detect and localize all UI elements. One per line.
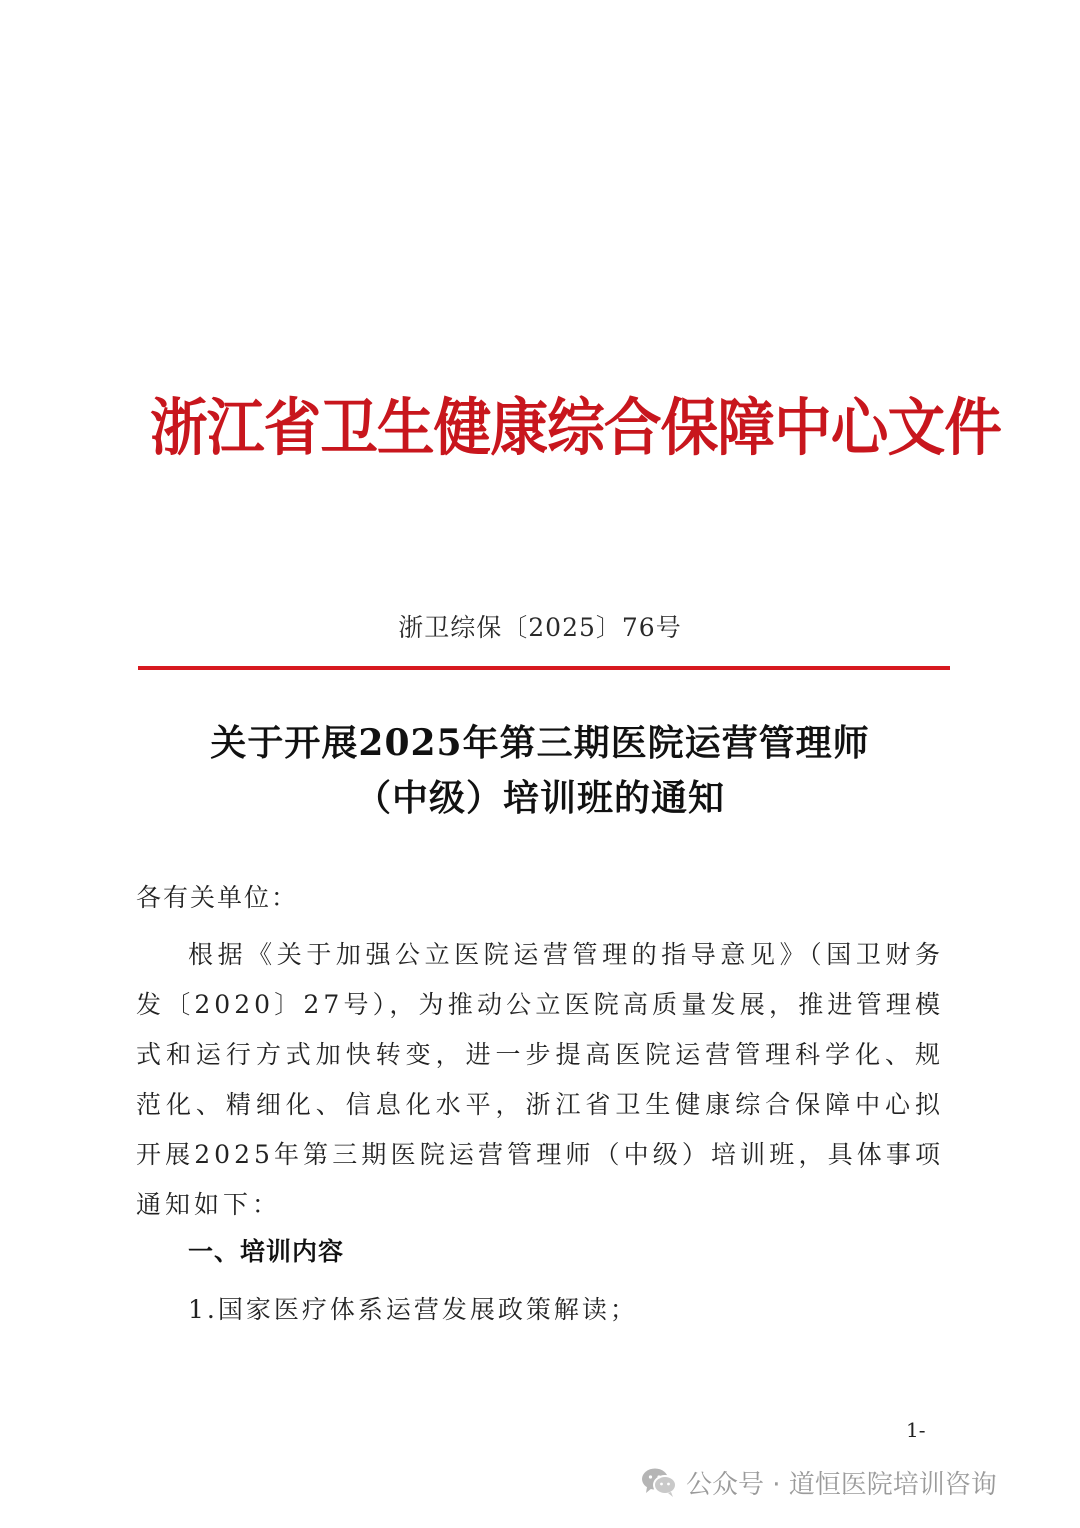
wechat-icon xyxy=(640,1466,678,1498)
notice-title-line-2: （中级）培训班的通知 xyxy=(354,777,725,819)
page-number: 1- xyxy=(906,1418,926,1442)
salutation: 各有关单位： xyxy=(136,883,299,912)
body-paragraph: 根据《关于加强公立医院运营管理的指导意见》（国卫财务发〔2020〕27号），为推动公立医院高质量发展，推进管理模式和运行方式加快转变，进一步提高医院运营管理科学化、规范化、精细化、信息化水平，浙江省卫生健康综合保障中心拟开展2025年第三期医院运营管理师（中级）培训班，具体事项通知如下： xyxy=(136,940,944,1219)
agency-red-header: 浙江省卫生健康综合保障中心文件 xyxy=(150,391,1001,464)
watermark-text: 公众号 · 道恒医院培训咨询 xyxy=(686,1469,997,1500)
notice-title-line-1: 关于开展2025年第三期医院运营管理师 xyxy=(210,722,870,764)
document-number: 浙卫综保〔2025〕76号 xyxy=(398,613,682,642)
section-heading-training-content: 一、培训内容 xyxy=(188,1237,345,1266)
list-item: 1.国家医疗体系运营发展政策解读； xyxy=(188,1295,638,1324)
watermark xyxy=(640,1462,997,1502)
red-divider-line xyxy=(138,666,950,670)
